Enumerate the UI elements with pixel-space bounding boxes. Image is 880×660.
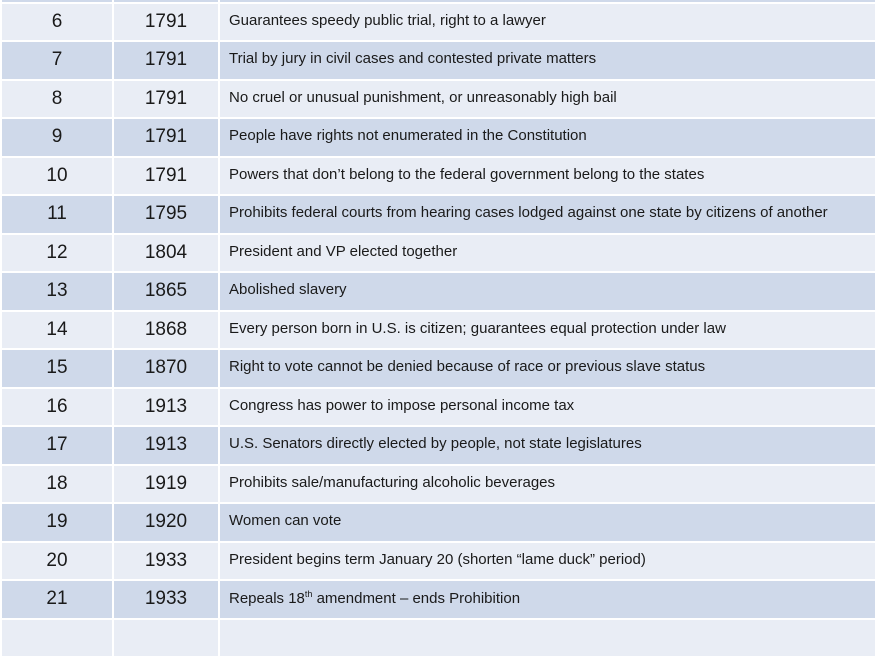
amendment-description: President and VP elected together (219, 234, 876, 273)
amendment-number: 21 (1, 580, 113, 619)
ratification-year: 1933 (113, 542, 219, 581)
amendment-number: 8 (1, 80, 113, 119)
amendment-description: No cruel or unusual punishment, or unreasonably high bail (219, 80, 876, 119)
table-row (1, 3, 876, 42)
table-row (1, 157, 876, 196)
amendment-number: 17 (1, 426, 113, 465)
table-row (1, 195, 876, 234)
description-before: Repeals 18 (229, 590, 305, 607)
amendment-number: 15 (1, 349, 113, 388)
amendment-number: 9 (1, 118, 113, 157)
amendment-number: 14 (1, 311, 113, 350)
ratification-year: 1791 (113, 157, 219, 196)
amendment-description: Guarantees speedy public trial, right to a lawyer (219, 3, 876, 42)
ratification-year: 1791 (113, 3, 219, 42)
table-row (1, 118, 876, 157)
description-after: amendment – ends Prohibition (312, 590, 521, 607)
ratification-year: 1791 (113, 41, 219, 80)
amendment-description: Prohibits federal courts from hearing cases lodged against one state by citizens of another (219, 195, 876, 234)
table-row (1, 41, 876, 80)
table-row (1, 272, 876, 311)
ratification-year: 1791 (113, 118, 219, 157)
amendment-description: Right to vote cannot be denied because of race or previous slave status (219, 349, 876, 388)
amendment-number: 7 (1, 41, 113, 80)
amendment-description: People have rights not enumerated in the Constitution (219, 118, 876, 157)
amendment-description: Every person born in U.S. is citizen; guarantees equal protection under law (219, 311, 876, 350)
table-row (1, 349, 876, 388)
table-row (1, 580, 876, 619)
amendment-description: President begins term January 20 (shorten “lame duck” period) (219, 542, 876, 581)
description-sup: th (304, 589, 313, 599)
ratification-year: 1865 (113, 272, 219, 311)
amendment-number: 20 (1, 542, 113, 581)
amendment-number: 6 (1, 3, 113, 42)
amendment-description: Prohibits sale/manufacturing alcoholic beverages (219, 465, 876, 504)
table-row (1, 542, 876, 581)
amendment-description: Abolished slavery (219, 272, 876, 311)
amendment-description: Congress has power to impose personal income tax (219, 388, 876, 427)
table-row (1, 426, 876, 465)
table-row (1, 388, 876, 427)
ratification-year (113, 619, 219, 658)
amendment-description: Trial by jury in civil cases and contested private matters (219, 41, 876, 80)
amendment-number: 16 (1, 388, 113, 427)
ratification-year: 1913 (113, 388, 219, 427)
table-row (1, 311, 876, 350)
amendment-number: 12 (1, 234, 113, 273)
amendment-description (219, 619, 876, 658)
ratification-year: 1804 (113, 234, 219, 273)
amendment-number: 18 (1, 465, 113, 504)
amendment-number: 13 (1, 272, 113, 311)
ratification-year: 1919 (113, 465, 219, 504)
ratification-year: 1791 (113, 80, 219, 119)
amendment-description: Women can vote (219, 503, 876, 542)
amendment-number: 19 (1, 503, 113, 542)
table-row (1, 80, 876, 119)
amendment-description: U.S. Senators directly elected by people, not state legislatures (219, 426, 876, 465)
ratification-year: 1870 (113, 349, 219, 388)
table-row (1, 234, 876, 273)
ratification-year: 1868 (113, 311, 219, 350)
amendment-number (1, 619, 113, 658)
table-row (1, 465, 876, 504)
amendment-number: 11 (1, 195, 113, 234)
ratification-year: 1913 (113, 426, 219, 465)
amendment-description (219, 580, 876, 619)
ratification-year: 1795 (113, 195, 219, 234)
table-row (1, 619, 876, 658)
amendment-number: 10 (1, 157, 113, 196)
table-row (1, 503, 876, 542)
amendment-description: Powers that don’t belong to the federal government belong to the states (219, 157, 876, 196)
ratification-year: 1920 (113, 503, 219, 542)
ratification-year: 1933 (113, 580, 219, 619)
